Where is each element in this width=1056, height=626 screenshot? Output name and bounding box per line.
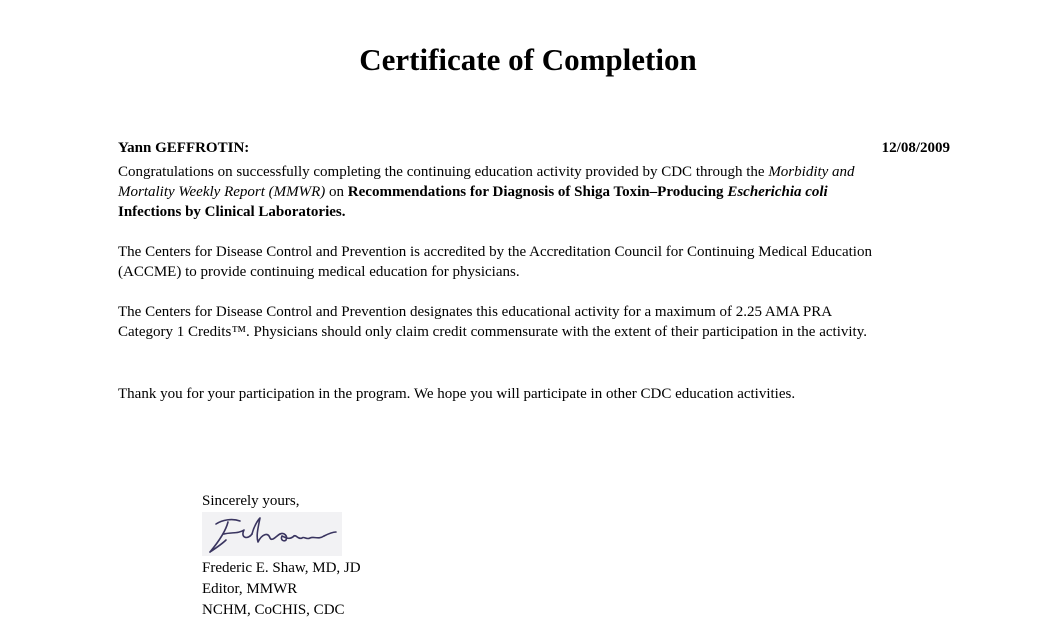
thanks-paragraph: Thank you for your participation in the program. We hope you will participate in other CDC education activities. xyxy=(118,386,796,402)
on-text: on xyxy=(325,184,348,200)
congrats-text: Congratulations on successfully completing the continuing education activity provided by CDC through the xyxy=(118,164,769,180)
signer-block xyxy=(202,558,361,621)
handwritten-signature xyxy=(202,512,342,556)
designation-paragraph: The Centers for Disease Control and Prevention designates this educational activity for a maximum of 2.25 AMA PRA Category 1 Credits™. Physicians should only claim credit commensurate with the extent of their participation in the activity. xyxy=(118,304,867,340)
accreditation-paragraph: The Centers for Disease Control and Prevention is accredited by the Accreditation Council for Continuing Medical Education (ACCME) to provide continuing medical education for physicians. xyxy=(118,244,872,280)
publication-name: Morbidity and Mortality Weekly Report (MMWR) xyxy=(118,164,855,200)
congratulations-paragraph xyxy=(118,162,888,222)
certificate-title: Certificate of Completion xyxy=(359,42,697,77)
completion-date: 12/08/2009 xyxy=(881,140,950,156)
recipient-name: Yann GEFFROTIN: xyxy=(118,140,250,156)
closing-text: Sincerely yours, xyxy=(202,493,300,509)
activity-title-part-2: Infections by Clinical Laboratories. xyxy=(118,204,346,220)
signer-organization: NCHM, CoCHIS, CDC xyxy=(202,602,345,618)
signature-icon xyxy=(202,512,342,556)
signer-name: Frederic E. Shaw, MD, JD xyxy=(202,560,361,576)
activity-title-part-1: Recommendations for Diagnosis of Shiga Toxin–Producing xyxy=(347,184,728,200)
signer-role: Editor, MMWR xyxy=(202,581,298,597)
activity-title-organism: Escherichia coli xyxy=(727,184,828,200)
